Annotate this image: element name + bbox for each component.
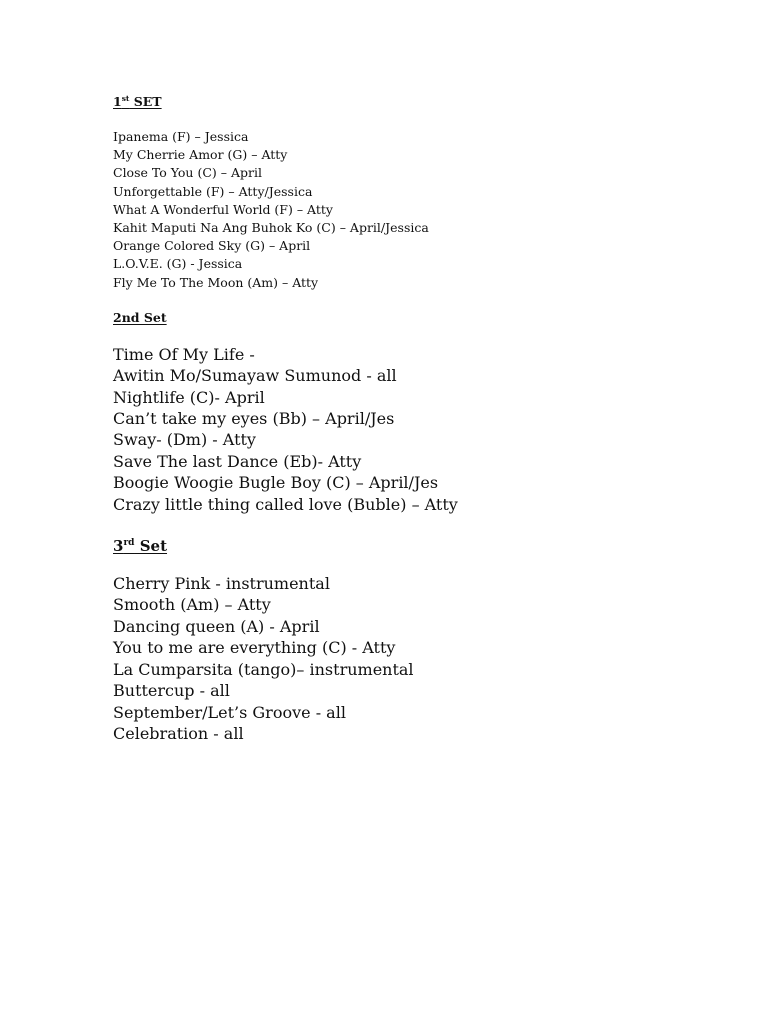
song-item: Sway- (Dm) - Atty — [113, 430, 256, 450]
song-item: Ipanema (F) – Jessica — [113, 129, 249, 144]
set1-heading-label: SET — [129, 94, 162, 109]
song-item: Time Of My Life - — [113, 344, 255, 364]
set2-song-list — [113, 344, 733, 515]
song-item: La Cumparsita (tango)– instrumental — [113, 659, 414, 679]
song-item: Crazy little thing called love (Buble) – Atty — [113, 494, 458, 514]
set1-song-list — [113, 128, 733, 292]
song-item: Save The last Dance (Eb)- Atty — [113, 451, 362, 471]
song-item: Buttercup - all — [113, 681, 230, 701]
set1-heading-ordinal: st — [121, 93, 130, 103]
song-item: Close To You (C) – April — [113, 165, 262, 181]
song-item: Kahit Maputi Na Ang Buhok Ko (C) – April/Jessica — [113, 220, 429, 236]
song-item: What A Wonderful World (F) – Atty — [113, 201, 333, 217]
set1-heading-number: 1 — [113, 94, 122, 109]
song-item: Celebration - all — [113, 723, 244, 743]
set3-song-list — [113, 573, 733, 744]
song-item: Orange Colored Sky (G) – April — [113, 238, 311, 254]
set3-heading-label: Set — [134, 537, 168, 556]
set1-heading — [113, 92, 733, 112]
set3-heading-ordinal: rd — [123, 538, 135, 549]
song-item: Nightlife (C)- April — [113, 387, 265, 407]
song-item: Cherry Pink - instrumental — [113, 574, 330, 594]
song-item: September/Let’s Groove - all — [113, 702, 346, 722]
song-item: Smooth (Am) – Atty — [113, 595, 271, 615]
song-item: Fly Me To The Moon (Am) – Atty — [113, 274, 319, 290]
song-item: Awitin Mo/Sumayaw Sumunod - all — [113, 366, 397, 386]
song-item: Can’t take my eyes (Bb) – April/Jes — [113, 409, 395, 429]
set3-heading — [113, 535, 733, 557]
set2-heading: 2nd Set — [113, 309, 167, 325]
set3-heading-number: 3 — [113, 537, 124, 556]
song-item: L.O.V.E. (G) - Jessica — [113, 256, 243, 272]
song-item: My Cherrie Amor (G) – Atty — [113, 147, 288, 163]
setlist-document — [113, 92, 733, 744]
song-item: You to me are everything (C) - Atty — [113, 638, 396, 658]
song-item: Boogie Woogie Bugle Boy (C) – April/Jes — [113, 473, 439, 493]
song-item: Dancing queen (A) - April — [113, 616, 320, 636]
song-item: Unforgettable (F) – Atty/Jessica — [113, 183, 313, 199]
